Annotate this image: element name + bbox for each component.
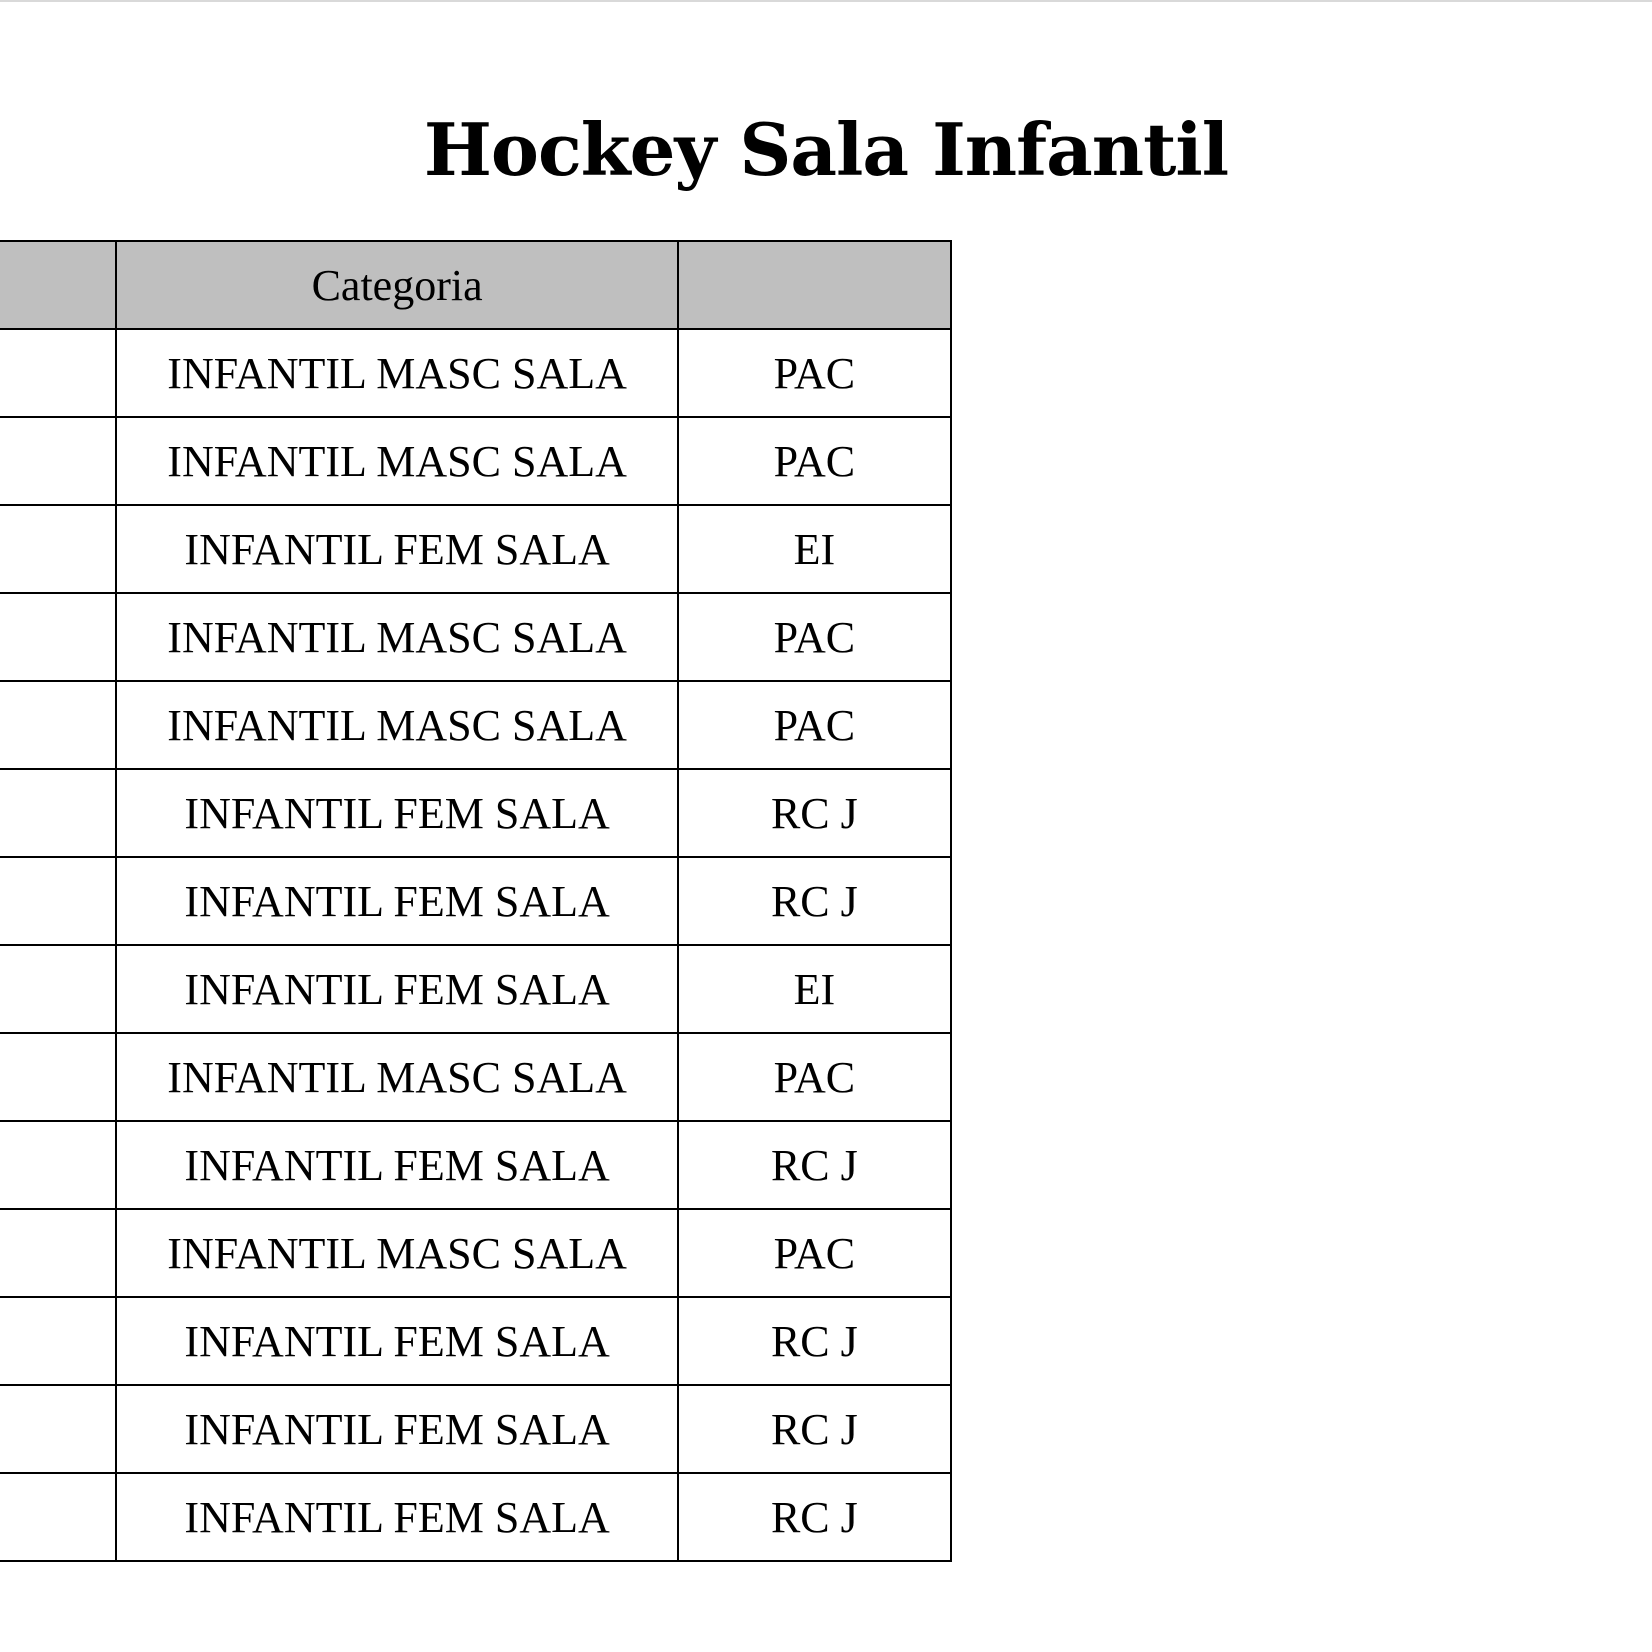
cell-lugar: EI [678,505,951,593]
table-row [0,945,951,1033]
table-row [0,1473,951,1561]
header-categoria: Categoria [116,241,677,329]
cell-lugar: EI [678,945,951,1033]
cell-categoria: INFANTIL FEM SALA [116,1473,677,1561]
cell-lugar: RC J [678,1297,951,1385]
cell-partido [0,1209,116,1297]
cell-partido [0,857,116,945]
cell-partido [0,945,116,1033]
cell-categoria: INFANTIL FEM SALA [116,945,677,1033]
cell-categoria: INFANTIL FEM SALA [116,505,677,593]
table-row [0,857,951,945]
cell-partido [0,681,116,769]
cell-partido [0,1121,116,1209]
cell-partido [0,1385,116,1473]
cell-categoria: INFANTIL MASC SALA [116,1033,677,1121]
table-row [0,505,951,593]
cell-categoria: INFANTIL FEM SALA [116,1297,677,1385]
table-row [0,1209,951,1297]
cell-categoria: INFANTIL MASC SALA [116,593,677,681]
cell-partido [0,1297,116,1385]
cell-lugar: RC J [678,1385,951,1473]
table-row [0,681,951,769]
table-row [0,1385,951,1473]
cell-categoria: INFANTIL FEM SALA [116,857,677,945]
table-row [0,1121,951,1209]
cell-partido [0,505,116,593]
header-row [0,241,951,329]
cell-lugar: PAC [678,329,951,417]
cell-categoria: INFANTIL FEM SALA [116,1121,677,1209]
cell-lugar: PAC [678,681,951,769]
cell-lugar: PAC [678,1033,951,1121]
table-row [0,417,951,505]
table-row [0,1033,951,1121]
cell-partido [0,1033,116,1121]
cell-categoria: INFANTIL FEM SALA [116,1385,677,1473]
cell-categoria: INFANTIL MASC SALA [116,329,677,417]
cell-lugar: RC J [678,1473,951,1561]
cell-lugar: RC J [678,1121,951,1209]
table-row [0,769,951,857]
top-border [0,0,1652,2]
cell-categoria: INFANTIL FEM SALA [116,769,677,857]
cell-categoria: INFANTIL MASC SALA [116,681,677,769]
cell-lugar: PAC [678,593,951,681]
cell-lugar: PAC [678,417,951,505]
schedule-table [0,240,952,1562]
cell-categoria: INFANTIL MASC SALA [116,417,677,505]
page-title: Hockey Sala Infantil [423,107,1229,192]
cell-partido [0,417,116,505]
cell-partido [0,769,116,857]
cell-partido [0,1473,116,1561]
table-row [0,593,951,681]
header-lugar [678,241,951,329]
cell-categoria: INFANTIL MASC SALA [116,1209,677,1297]
table-body [0,329,951,1561]
cell-lugar: RC J [678,769,951,857]
cell-lugar: RC J [678,857,951,945]
cell-lugar: PAC [678,1209,951,1297]
header-partido [0,241,116,329]
cell-partido [0,593,116,681]
table-row [0,1297,951,1385]
table-row [0,329,951,417]
cell-partido [0,329,116,417]
